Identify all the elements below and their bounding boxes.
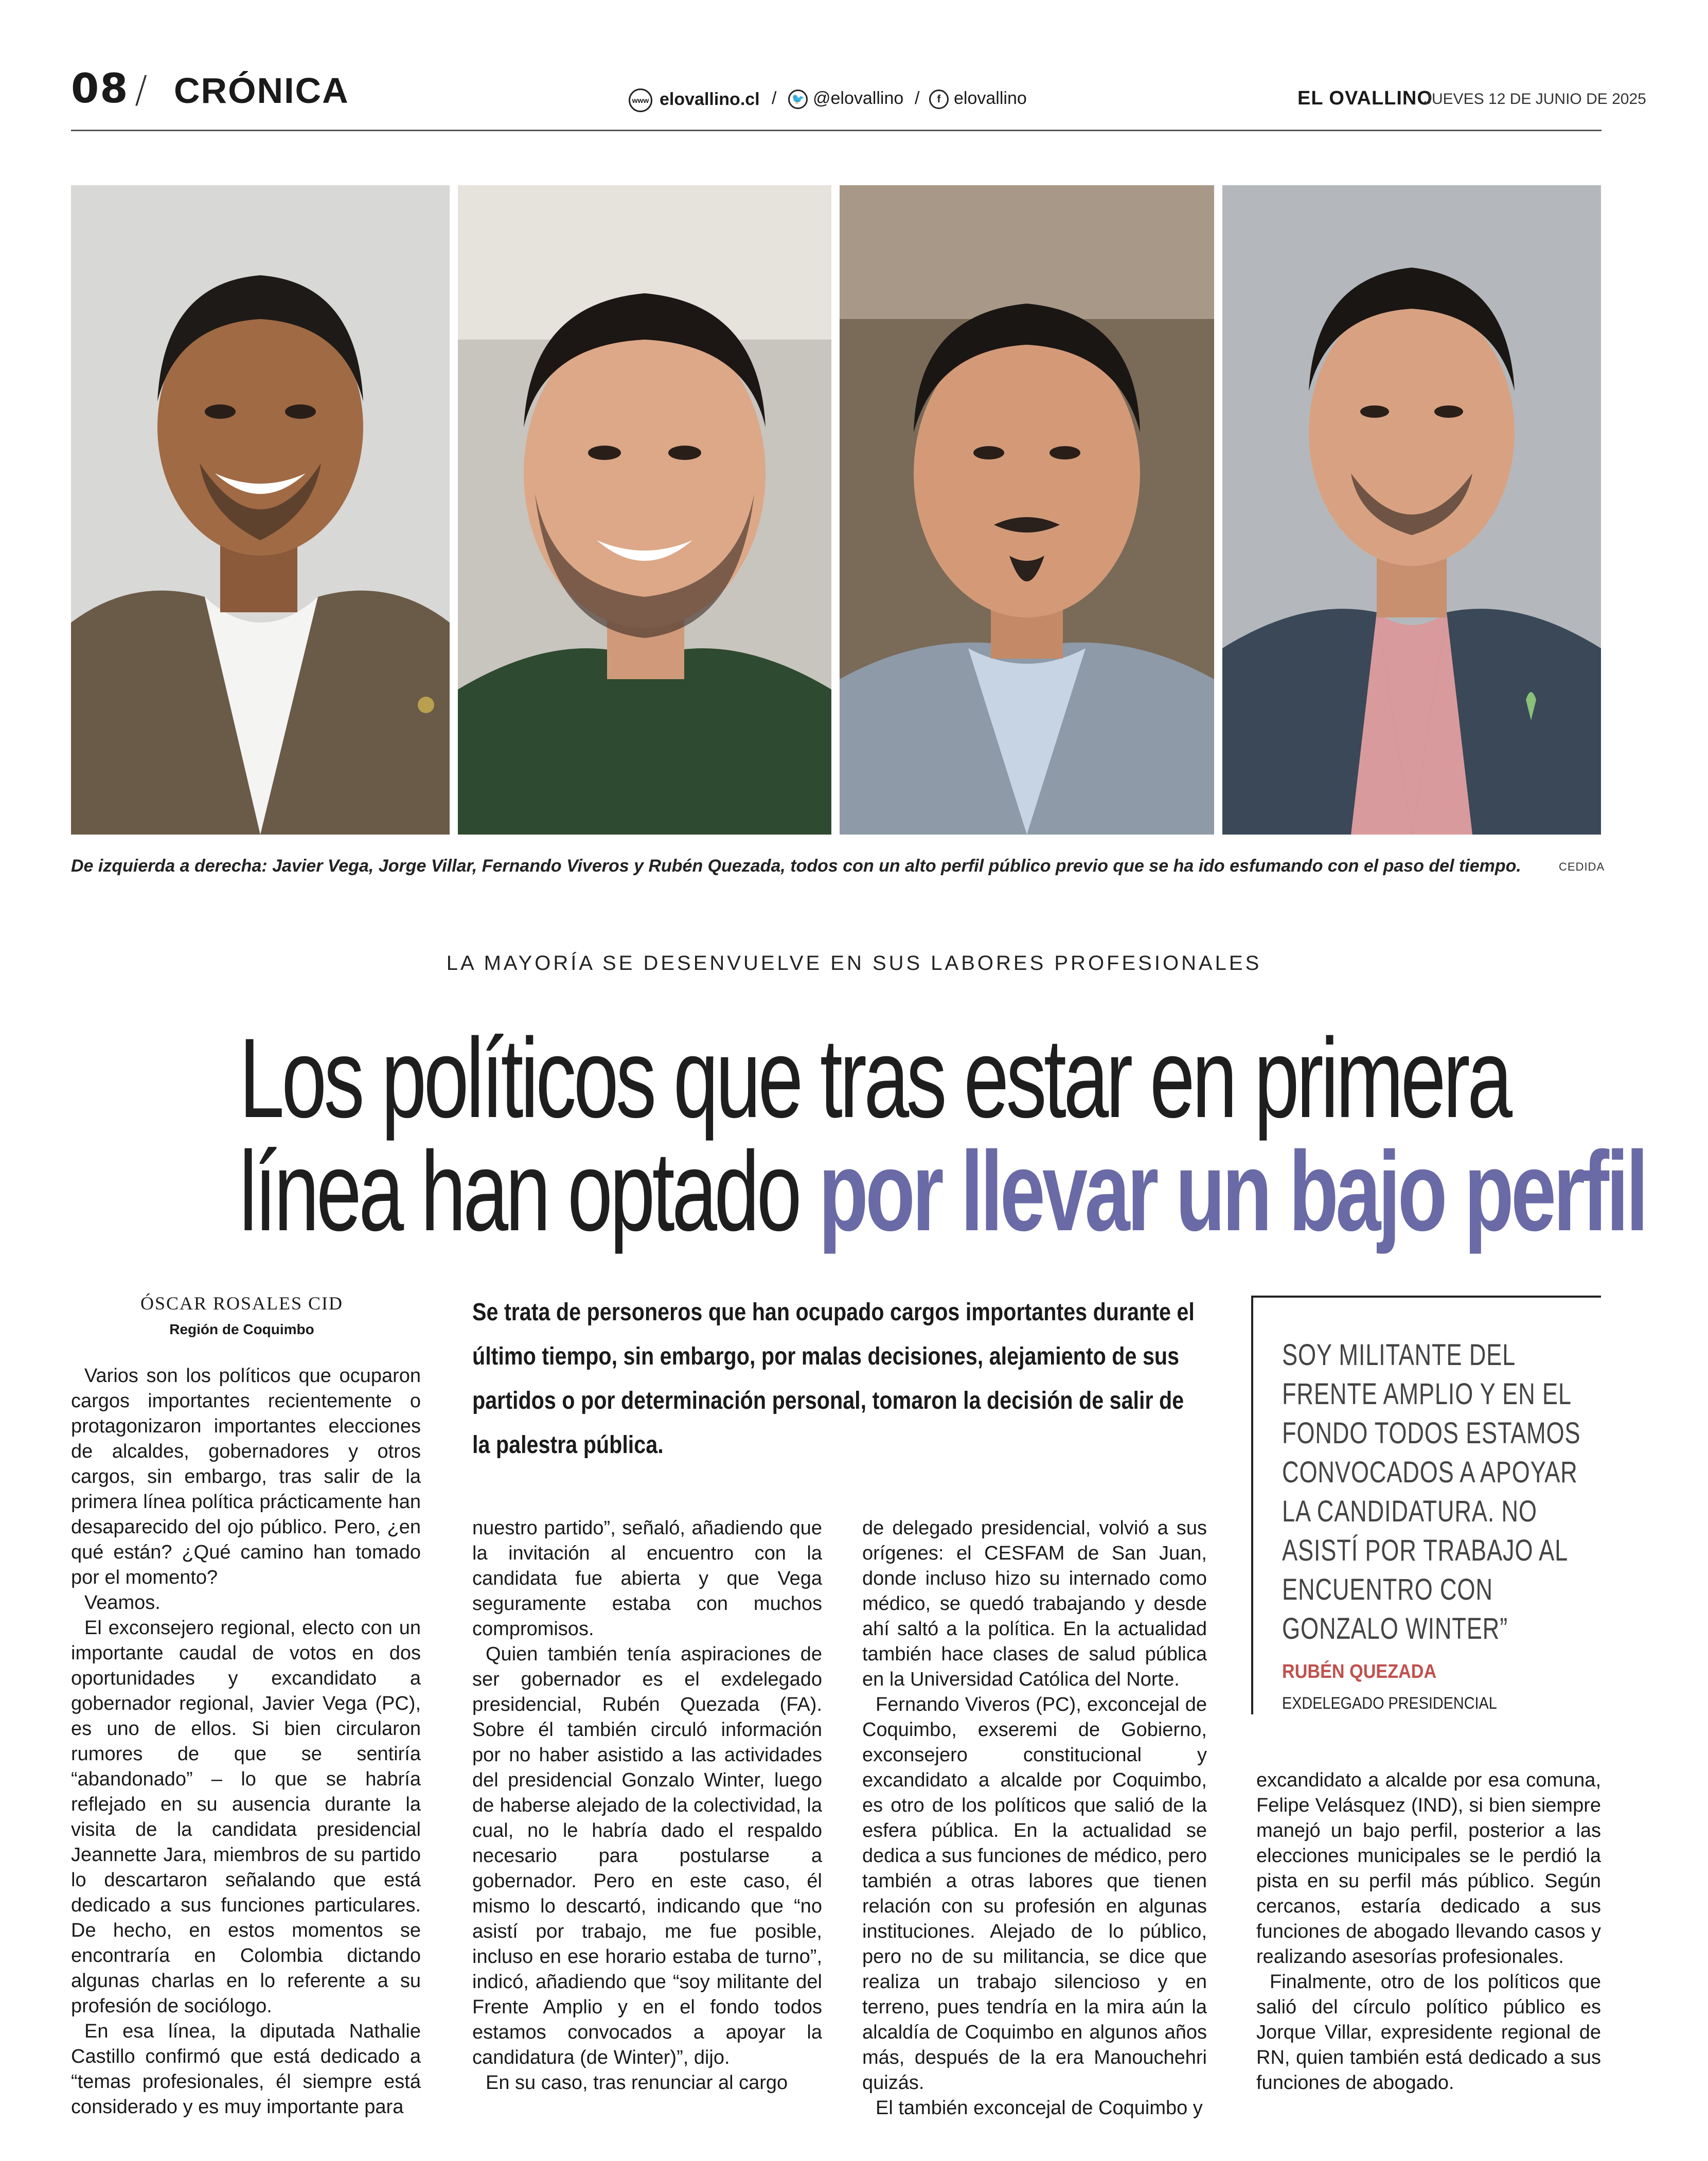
photo-credit: CEDIDA: [1559, 860, 1605, 873]
headline-plain: línea han optado: [239, 1128, 799, 1254]
paragraph: nuestro partido”, señaló, añadiendo que la invitación al encuentro con la candidata fue abierta y que Vega seguramente estaba con muchos compromisos.: [472, 1517, 822, 1640]
byline-region: Región de Coquimbo: [169, 1321, 314, 1337]
twitter-handle: @elovallino: [813, 88, 904, 108]
headline-accent: por llevar un bajo perfil: [819, 1128, 1646, 1254]
article-column-3: [862, 1516, 1207, 2121]
article-column-2: [472, 1516, 822, 2096]
paragraph: Fernando Viveros (PC), exconcejal de Coquimbo, exseremi de Gobierno, exconsejero constitucional y excandidato a alcalde por Coquimbo, es otro de los políticos que salió de la esfera pública. En la actualidad se dedica a sus funciones de médico, pero también a otras labores que tienen relación con su profesión en algunas instituciones. Alejado de lo público, pero no de su militancia, se dice que realiza un trabajo silencioso y en terreno, pues tendría en la mira aún la alcaldía de Coquimbo en algunos años más, después de la era Manouchehri quizás.: [862, 1694, 1207, 2094]
photo-jorge-villar: [458, 185, 831, 835]
byline-author: ÓSCAR ROSALES CID: [140, 1293, 344, 1314]
pull-quote-author: RUBÉN QUEZADA: [1282, 1661, 1437, 1682]
paragraph: En esa línea, la diputada Nathalie Castillo confirmó que está dedicado a “temas profesionales, él siempre está considerado y es muy importante para: [71, 2021, 421, 2118]
paragraph: Quien también tenía aspiraciones de ser gobernador es el exdelegado presidencial, Rubén Quezada (FA). Sobre él también circuló información por no haber asistido a las actividades del presidencial Gonzalo Winter, luego de haberse alejado de la colectividad, la cual, no le habría dado el respaldo necesario para postularse a gobernador. Pero en este caso, él mismo lo descartó, indicando que “no asistí por trabajo, me fue posible, incluso en ese horario estaba de turno”, indicó, añadiendo que “soy militante del Frente Amplio y en el fondo todos estamos convocados a apoyar la candidatura (de Winter)”, dijo.: [472, 1643, 822, 2068]
paragraph: El también exconcejal de Coquimbo y: [876, 2097, 1203, 2119]
photo-caption: De izquierda a derecha: Javier Vega, Jorge Villar, Fernando Viveros y Rubén Quezada, todos con un alto perfil público previo que se ha ido esfumando con el paso del tiempo.: [71, 856, 1521, 876]
facebook-icon: f: [929, 90, 949, 109]
pull-quote-role: EXDELEGADO PRESIDENCIAL: [1282, 1694, 1497, 1712]
paragraph: En su caso, tras renunciar al cargo: [486, 2072, 788, 2094]
page-number: 08: [71, 66, 129, 112]
header-separator: /: [135, 68, 148, 111]
facebook-link[interactable]: [929, 88, 1027, 109]
headline-line-1: Los políticos que tras estar en primera: [239, 1015, 1510, 1141]
headline-line-2: [239, 1128, 1646, 1254]
section-title: CRÓNICA: [174, 70, 349, 111]
newspaper-name: EL OVALLINO: [1297, 87, 1433, 109]
pull-quote-text: SOY MILITANTE DEL FRENTE AMPLIO Y EN EL FONDO TODOS ESTAMOS CONVOCADOS A APOYAR LA CANDIDATURA. NO ASISTÍ POR TRABAJO AL ENCUENTRO CON GONZALO WINTER”: [1282, 1338, 1581, 1645]
photo-javier-vega: [71, 185, 450, 835]
web-globe-icon: www: [629, 88, 652, 112]
article-column-4: [1256, 1768, 1601, 2096]
photo-fernando-viveros: [840, 185, 1214, 835]
issue-date: JUEVES 12 DE JUNIO DE 2025: [1424, 91, 1646, 108]
paragraph: El exconsejero regional, electo con un importante caudal de votos en dos oportunidades y excandidato a gobernador regional, Javier Vega (PC), es uno de ellos. Si bien circularon rumores de que se sentiría “abandonado” – lo que se habría reflejado en su ausencia durante la visita de la candidata presidencial Jeannette Jara, miembros de su partido lo descartaron señalando que está dedicado a sus funciones particulares. De hecho, en estos momentos se encontraría en Colombia dictando algunas charlas en lo referente a su profesión de sociólogo.: [71, 1617, 421, 2017]
twitter-bird-icon: 🐦: [788, 90, 808, 109]
paragraph: excandidato a alcalde por esa comuna, Felipe Velásquez (IND), si bien siempre manejó un bajo perfil, posterior a las elecciones municipales se le perdió la pista en su perfil más público. Según cercanos, estaría dedicado a sus funciones de abogado llevando casos y realizando asesorías profesionales.: [1256, 1769, 1601, 1968]
website-text: elovallino.cl: [660, 89, 760, 109]
kicker: LA MAYORÍA SE DESENVUELVE EN SUS LABORES PROFESIONALES: [446, 952, 1262, 975]
twitter-link[interactable]: [788, 88, 903, 109]
website-link[interactable]: [629, 88, 760, 112]
photo-ruben-quezada: [1222, 185, 1601, 835]
paragraph: Varios son los políticos que ocuparon cargos importantes recientemente o protagonizaron importantes elecciones de alcaldes, gobernadores y otros cargos, sin embargo, tras salir de la primera línea política prácticamente han desaparecido del ojo público. Pero, ¿en qué están? ¿Qué camino han tomado por el momento?: [71, 1365, 421, 1588]
article-column-1: [71, 1363, 421, 2120]
social-separator: /: [772, 88, 777, 108]
paragraph: de delegado presidencial, volvió a sus orígenes: el CESFAM de San Juan, donde incluso hizo su internado como médico, se quedó trabajando y desde ahí saltó a la política. En la actualidad también hace clases de salud pública en la Universidad Católica del Norte.: [862, 1517, 1207, 1690]
paragraph: Veamos.: [84, 1592, 161, 1614]
facebook-handle: elovallino: [954, 88, 1027, 108]
header-rule: [71, 130, 1602, 131]
social-separator: /: [915, 88, 920, 108]
lead-paragraph: Se trata de personeros que han ocupado cargos importantes durante el último tiempo, sin embargo, por malas decisiones, alejamiento de sus partidos o por determinación personal, tomaron la decisión de salir de la palestra pública.: [472, 1299, 1195, 1459]
paragraph: Finalmente, otro de los políticos que salió del círculo político público es Jorque Villar, expresidente regional de RN, quien también está dedicado a sus funciones de abogado.: [1256, 1971, 1601, 2094]
